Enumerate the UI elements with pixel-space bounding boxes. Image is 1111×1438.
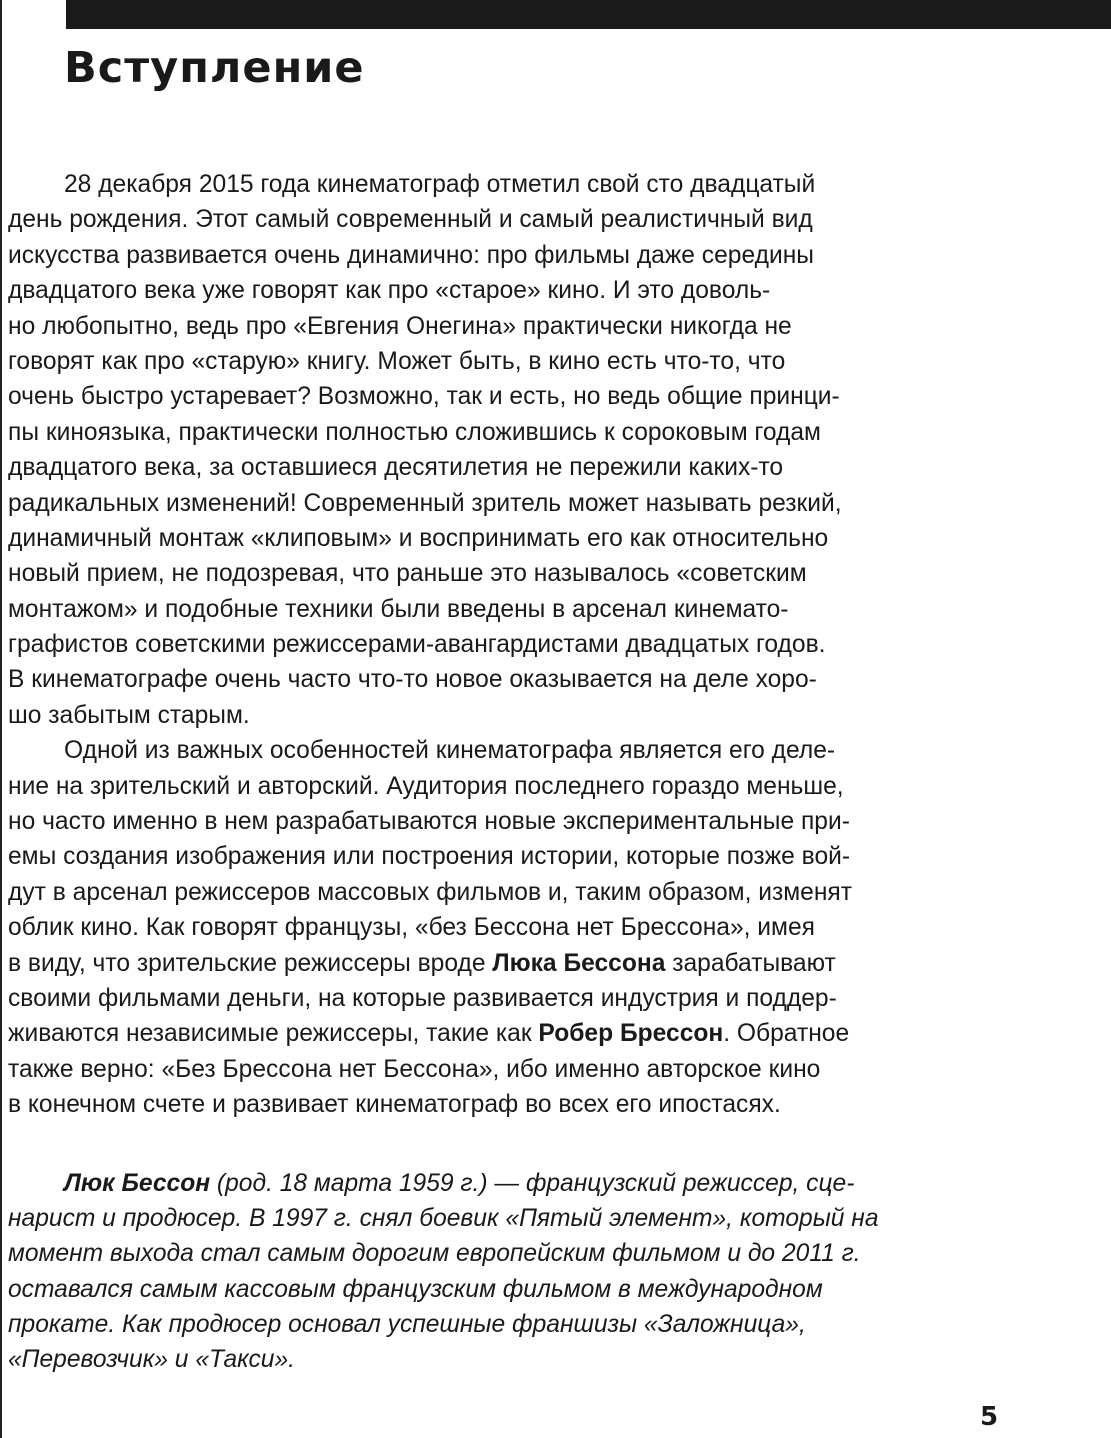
text-line: динамичный монтаж «клиповым» и воспринимать его как относительно: [8, 524, 829, 552]
text-line: искусства развивается очень динамично: про фильмы даже середины: [8, 241, 814, 269]
text-line: в конечном счете и развивает кинематограф во всех его ипостасях.: [8, 1091, 781, 1119]
text-line: радикальных изменений! Современный зритель может называть резкий,: [8, 489, 842, 517]
text-line: своими фильмами деньги, на которые развивается индустрия и поддер-: [8, 984, 837, 1012]
page-number: 5: [980, 1402, 999, 1432]
text-line: облик кино. Как говорят французы, «без Бессона нет Брессона», имея: [8, 914, 815, 942]
text-line: 28 декабря 2015 года кинематограф отметил свой сто двадцатый: [64, 171, 816, 198]
header-bar: [66, 0, 1111, 29]
text-segment: (род. 18 марта 1959 г.) — французский режиссер, сце-: [210, 1170, 855, 1197]
text-line: оставался самым кассовым французским фильмом в международном: [8, 1275, 823, 1303]
main-text: [8, 167, 954, 1123]
text-segment: . Обратное: [723, 1020, 850, 1048]
text-line: также верно: «Без Брессона нет Бессона», ибо именно авторское кино: [8, 1055, 821, 1083]
text-line: пы киноязыка, практически полностью сложившись к сороковым годам: [8, 418, 821, 446]
text-line: очень быстро устаревает? Возможно, так и есть, но ведь общие принци-: [8, 383, 840, 411]
page-edge-rule: [0, 0, 2, 1438]
text-line: «Перевозчик» и «Такси».: [8, 1345, 295, 1373]
text-line: шо забытым старым.: [8, 701, 250, 729]
text-line: монтажом» и подобные техники были введены в арсенал кинемато-: [8, 595, 789, 623]
text-segment: живаются независимые режиссеры, такие как: [8, 1020, 539, 1048]
text-line: нарист и продюсер. В 1997 г. снял боевик «Пятый элемент», который на: [8, 1205, 879, 1233]
text-line: Одной из важных особенностей кинематографа является его деле-: [64, 737, 836, 765]
text-line: новый прием, не подозревая, что раньше это называлось «советским: [8, 560, 807, 588]
person-name-bresson: Робер Брессон: [538, 1020, 724, 1048]
paragraph-2: [8, 733, 954, 1122]
text-line: двадцатого века, за оставшиеся десятилетия не пережили каких-то: [8, 454, 784, 482]
note-person-name: Люк Бессон: [64, 1170, 211, 1197]
text-line: но любопытно, ведь про «Евгения Онегина» практически никогда не: [8, 312, 792, 340]
text-line: [8, 1166, 954, 1201]
person-name-besson: Люка Бессона: [492, 949, 666, 977]
text-line: [8, 946, 954, 981]
text-line: говорят как про «старую» книгу. Может быть, в кино есть что-то, что: [8, 347, 786, 375]
text-line: момент выхода стал самым дорогим европейским фильмом и до 2011 г.: [8, 1240, 861, 1268]
text-line: графистов советскими режиссерами-авангардистами двадцатых годов.: [8, 631, 826, 659]
text-line: [8, 1016, 954, 1051]
paragraph-1: [8, 167, 954, 733]
text-line: В кинематографе очень часто что-то новое оказывается на деле хоро-: [8, 666, 817, 694]
text-segment: в виду, что зрительские режиссеры вроде: [8, 949, 493, 977]
text-line: но часто именно в нем разрабатываются новые экспериментальные при-: [8, 808, 850, 836]
biography-note: [8, 1166, 954, 1377]
text-line: дут в арсенал режиссеров массовых фильмов и, таким образом, изменят: [8, 878, 853, 906]
text-line: прокате. Как продюсер основал успешные франшизы «Заложница»,: [8, 1310, 806, 1338]
text-line: день рождения. Этот самый современный и самый реалистичный вид: [8, 206, 813, 234]
text-segment: зарабатывают: [665, 949, 836, 977]
text-line: двадцатого века уже говорят как про «старое» кино. И это доволь-: [8, 277, 771, 305]
text-line: емы создания изображения или построения истории, которые позже вой-: [8, 843, 851, 871]
chapter-title: Вступление: [64, 43, 365, 93]
text-line: ние на зрительский и авторский. Аудитория последнего гораздо меньше,: [8, 772, 844, 800]
